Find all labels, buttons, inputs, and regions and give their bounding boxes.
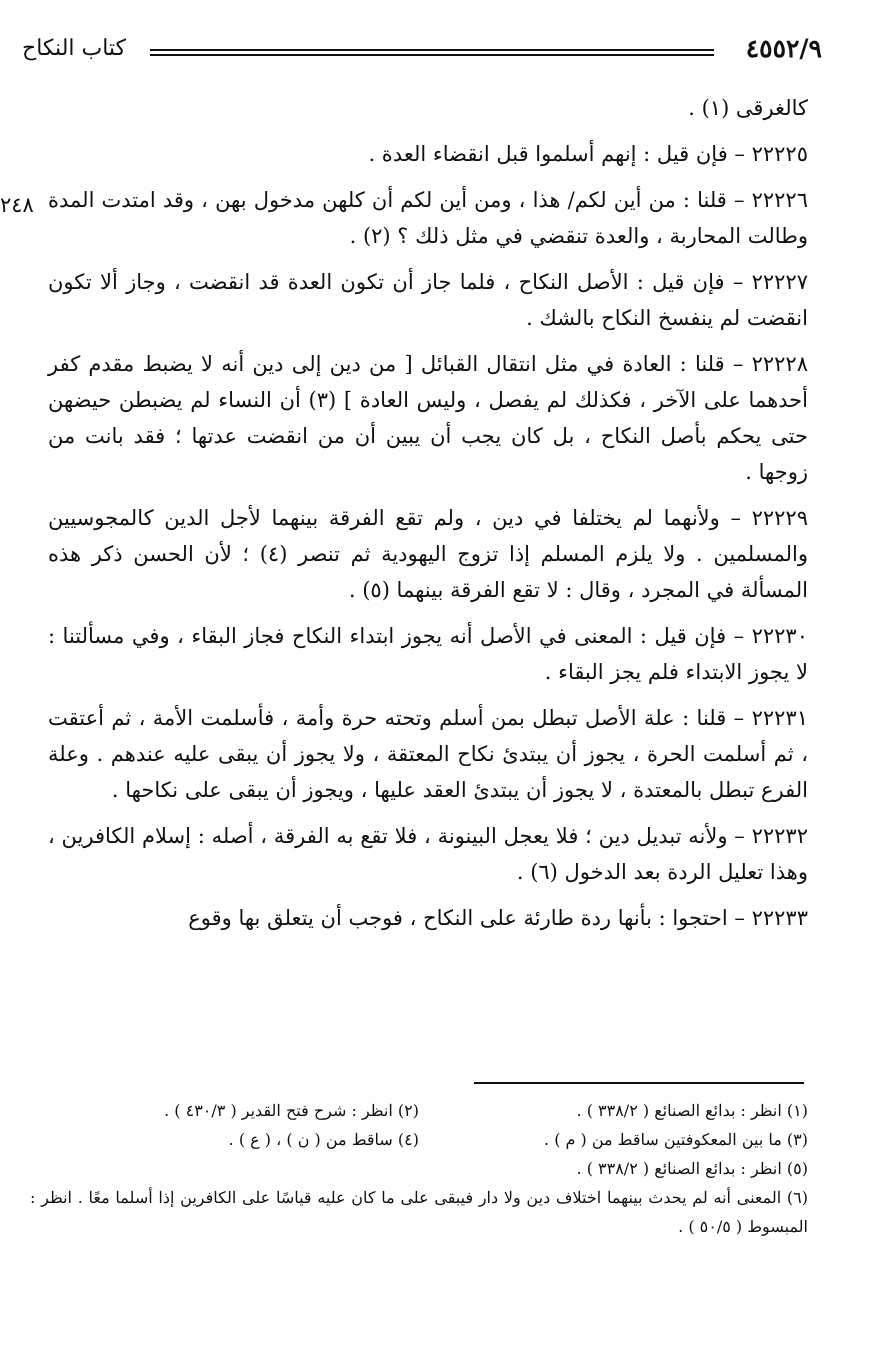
main-text [48,90,808,946]
paragraph: كالغرقى (١) . [688,96,808,120]
page-reference: ٤٥٥٢/٩ [745,34,822,63]
paragraph: ٢٢٢٣٣ – احتجوا : بأنها ردة طارئة على النكاح ، فوجب أن يتعلق بها وقوع [188,906,808,930]
paragraph: ٢٢٢٣٠ – فإن قيل : المعنى في الأصل أنه يجوز ابتداء النكاح فجاز البقاء ، وفي مسألتنا : لا يجوز الابتداء فلم يجز البقاء . [48,624,808,684]
paragraph: ٢٢٢٢٥ – فإن قيل : إنهم أسلموا قبل انقضاء العدة . [368,142,808,166]
footnote-row [30,1125,808,1154]
paragraph: ٢٢٢٢٩ – ولأنهما لم يختلفا في دين ، ولم تقع الفرقة بينهما لأجل الدين كالمجوسيين والمسلمين . ولا يلزم المسلم إذا تزوج اليهودية ثم تنصر (٤) ؛ لأن الحسن ذكر هذه المسألة في المجرد ، وقال : لا تقع الفرقة بينهما (٥) . [48,506,808,602]
paragraph: ٢٢٢٢٦ – قلنا : من أين لكم/ هذا ، ومن أين لكم أن كلهن مدخول بهن ، وقد امتدت المدة وطالت المحاربة ، والعدة تنقضي في مثل ذلك ؟ (٢) . [48,188,808,248]
footnote-row [30,1154,808,1183]
footnote-2: (٢) انظر : شرح فتح القدير ( ٤٣٠/٣ ) . [164,1101,419,1120]
header-double-rule [150,49,714,56]
paragraph: ٢٢٢٣١ – قلنا : علة الأصل تبطل بمن أسلم وتحته حرة وأمة ، فأسلمت الأمة ، ثم أعتقت ، ثم أسلمت الحرة ، يجوز أن يبتدئ نكاح المعتقة ، ولا يجوز أن يبقى عليه عندهم . وعلة الفرع تبطل بالمعتدة ، لا يجوز أن يبتدئ العقد عليها ، ويجوز أن يبقى على نكاحها . [48,706,808,802]
margin-page-number: ٢٤٨ [0,193,34,217]
footnotes [30,1096,808,1241]
footnote-separator [474,1082,804,1084]
paragraph: ٢٢٢٣٢ – ولأنه تبديل دين ؛ فلا يعجل البينونة ، فلا تقع به الفرقة ، أصله : إسلام الكافرين ، وهذا تعليل الردة بعد الدخول (٦) . [48,824,808,884]
footnote-1: (١) انظر : بدائع الصنائع ( ٣٣٨/٢ ) . [576,1101,808,1120]
paragraph: ٢٢٢٢٨ – قلنا : العادة في مثل انتقال القبائل [ من دين إلى دين أنه لا يضبط مقدم كفر أحدهما على الآخر ، فكذلك لم يفصل ، وليس العادة ] (٣) أن النساء لم يضبطن حيضهن حتى يحكم بأصل النكاح ، بل كان يجب أن يبين أن من انقضت عدتها ؛ فقد بانت من زوجها . [48,352,809,484]
footnote-5: (٥) انظر : بدائع الصنائع ( ٣٣٨/٢ ) . [576,1159,808,1178]
footnote-4: (٤) ساقط من ( ن ) ، ( ع ) . [228,1130,419,1149]
page-header [22,32,822,72]
footnote-3: (٣) ما بين المعكوفتين ساقط من ( م ) . [544,1130,808,1149]
paragraph: ٢٢٢٢٧ – فإن قيل : الأصل النكاح ، فلما جاز أن تكون العدة قد انقضت ، وجاز ألا تكون انقضت لم ينفسخ النكاح بالشك . [48,270,808,330]
footnote-row [30,1096,808,1125]
footnote-6: (٦) المعنى أنه لم يحدث بينهما اختلاف دين ولا دار فيبقى على ما كان عليه قياسًا على الكافرين إذا أسلما معًا . انظر : المبسوط ( ٥٠/٥ ) . [30,1188,809,1236]
book-title: كتاب النكاح [22,36,127,61]
